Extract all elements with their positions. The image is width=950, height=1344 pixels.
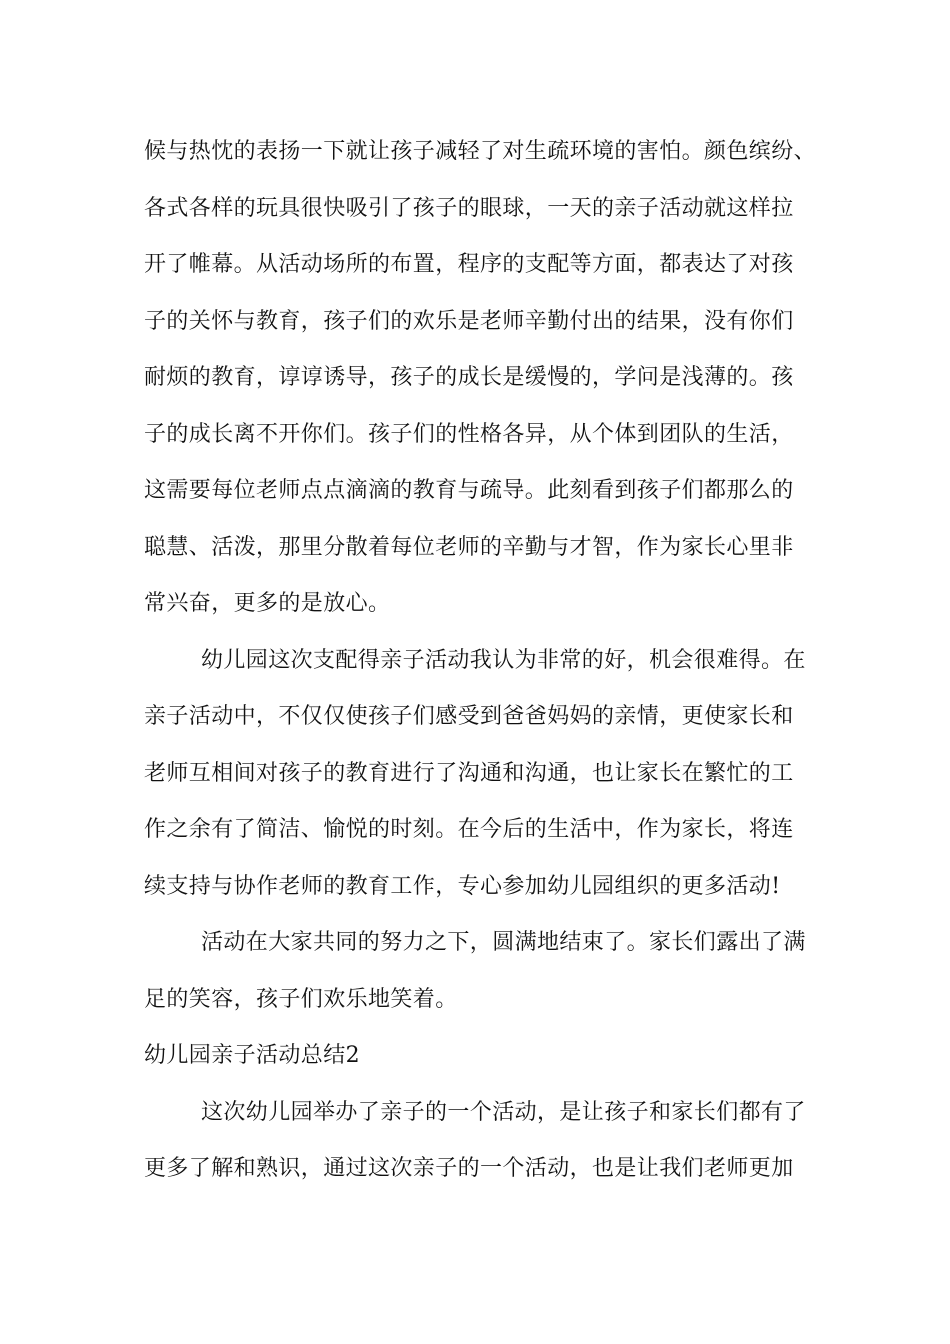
paragraph-1 xyxy=(144,124,817,633)
text-line: 亲子活动中，不仅仅使孩子们感受到爸爸妈妈的亲情，更使家长和 xyxy=(144,704,794,729)
text-line: 聪慧、活泼，那里分散着每位老师的辛勤与才智，作为家长心里非 xyxy=(144,534,794,560)
text-line: 各式各样的玩具很快吸引了孩子的眼球，一天的亲子活动就这样拉 xyxy=(144,195,794,221)
text-line: 子的关怀与教育，孩子们的欢乐是老师辛勤付出的结果，没有你们 xyxy=(144,308,794,334)
paragraph-4 xyxy=(144,1085,809,1198)
text-line: 老师互相间对孩子的教育进行了沟通和沟通，也让家长在繁忙的工 xyxy=(144,760,794,786)
paragraph-3 xyxy=(144,915,809,1028)
text-line: 续支持与协作老师的教育工作，专心参加幼儿园组织的更多活动! xyxy=(144,873,781,899)
text-line: 更多了解和熟识，通过这次亲子的一个活动，也是让我们老师更加 xyxy=(144,1156,794,1181)
text-line: 常兴奋，更多的是放心。 xyxy=(144,591,391,616)
text-line: 这需要每位老师点点滴滴的教育与疏导。此刻看到孩子们都那么的 xyxy=(144,478,794,503)
text-line: 候与热忱的表扬一下就让孩子减轻了对生疏环境的害怕。颜色缤纷、 xyxy=(144,139,817,164)
text-line: 子的成长离不开你们。孩子们的性格各异，从个体到团队的生活， xyxy=(144,421,794,447)
text-line: 活动在大家共同的努力之下，圆满地结束了。家长们露出了满 xyxy=(201,930,806,955)
section-heading: 幼儿园亲子活动总结2 xyxy=(144,1043,360,1068)
text-line: 这次幼儿园举办了亲子的一个活动，是让孩子和家长们都有了 xyxy=(201,1099,806,1125)
text-line: 足的笑容，孩子们欢乐地笑着。 xyxy=(144,986,458,1012)
text-line: 幼儿园这次支配得亲子活动我认为非常的好，机会很难得。在 xyxy=(201,647,806,673)
document-body xyxy=(144,124,817,1198)
text-line: 开了帷幕。从活动场所的布置，程序的支配等方面，都表达了对孩 xyxy=(144,252,794,277)
paragraph-2 xyxy=(144,633,809,916)
text-line: 作之余有了简洁、愉悦的时刻。在今后的生活中，作为家长，将连 xyxy=(144,817,794,842)
text-line: 耐烦的教育，谆谆诱导，孩子的成长是缓慢的，学问是浅薄的。孩 xyxy=(144,365,794,390)
